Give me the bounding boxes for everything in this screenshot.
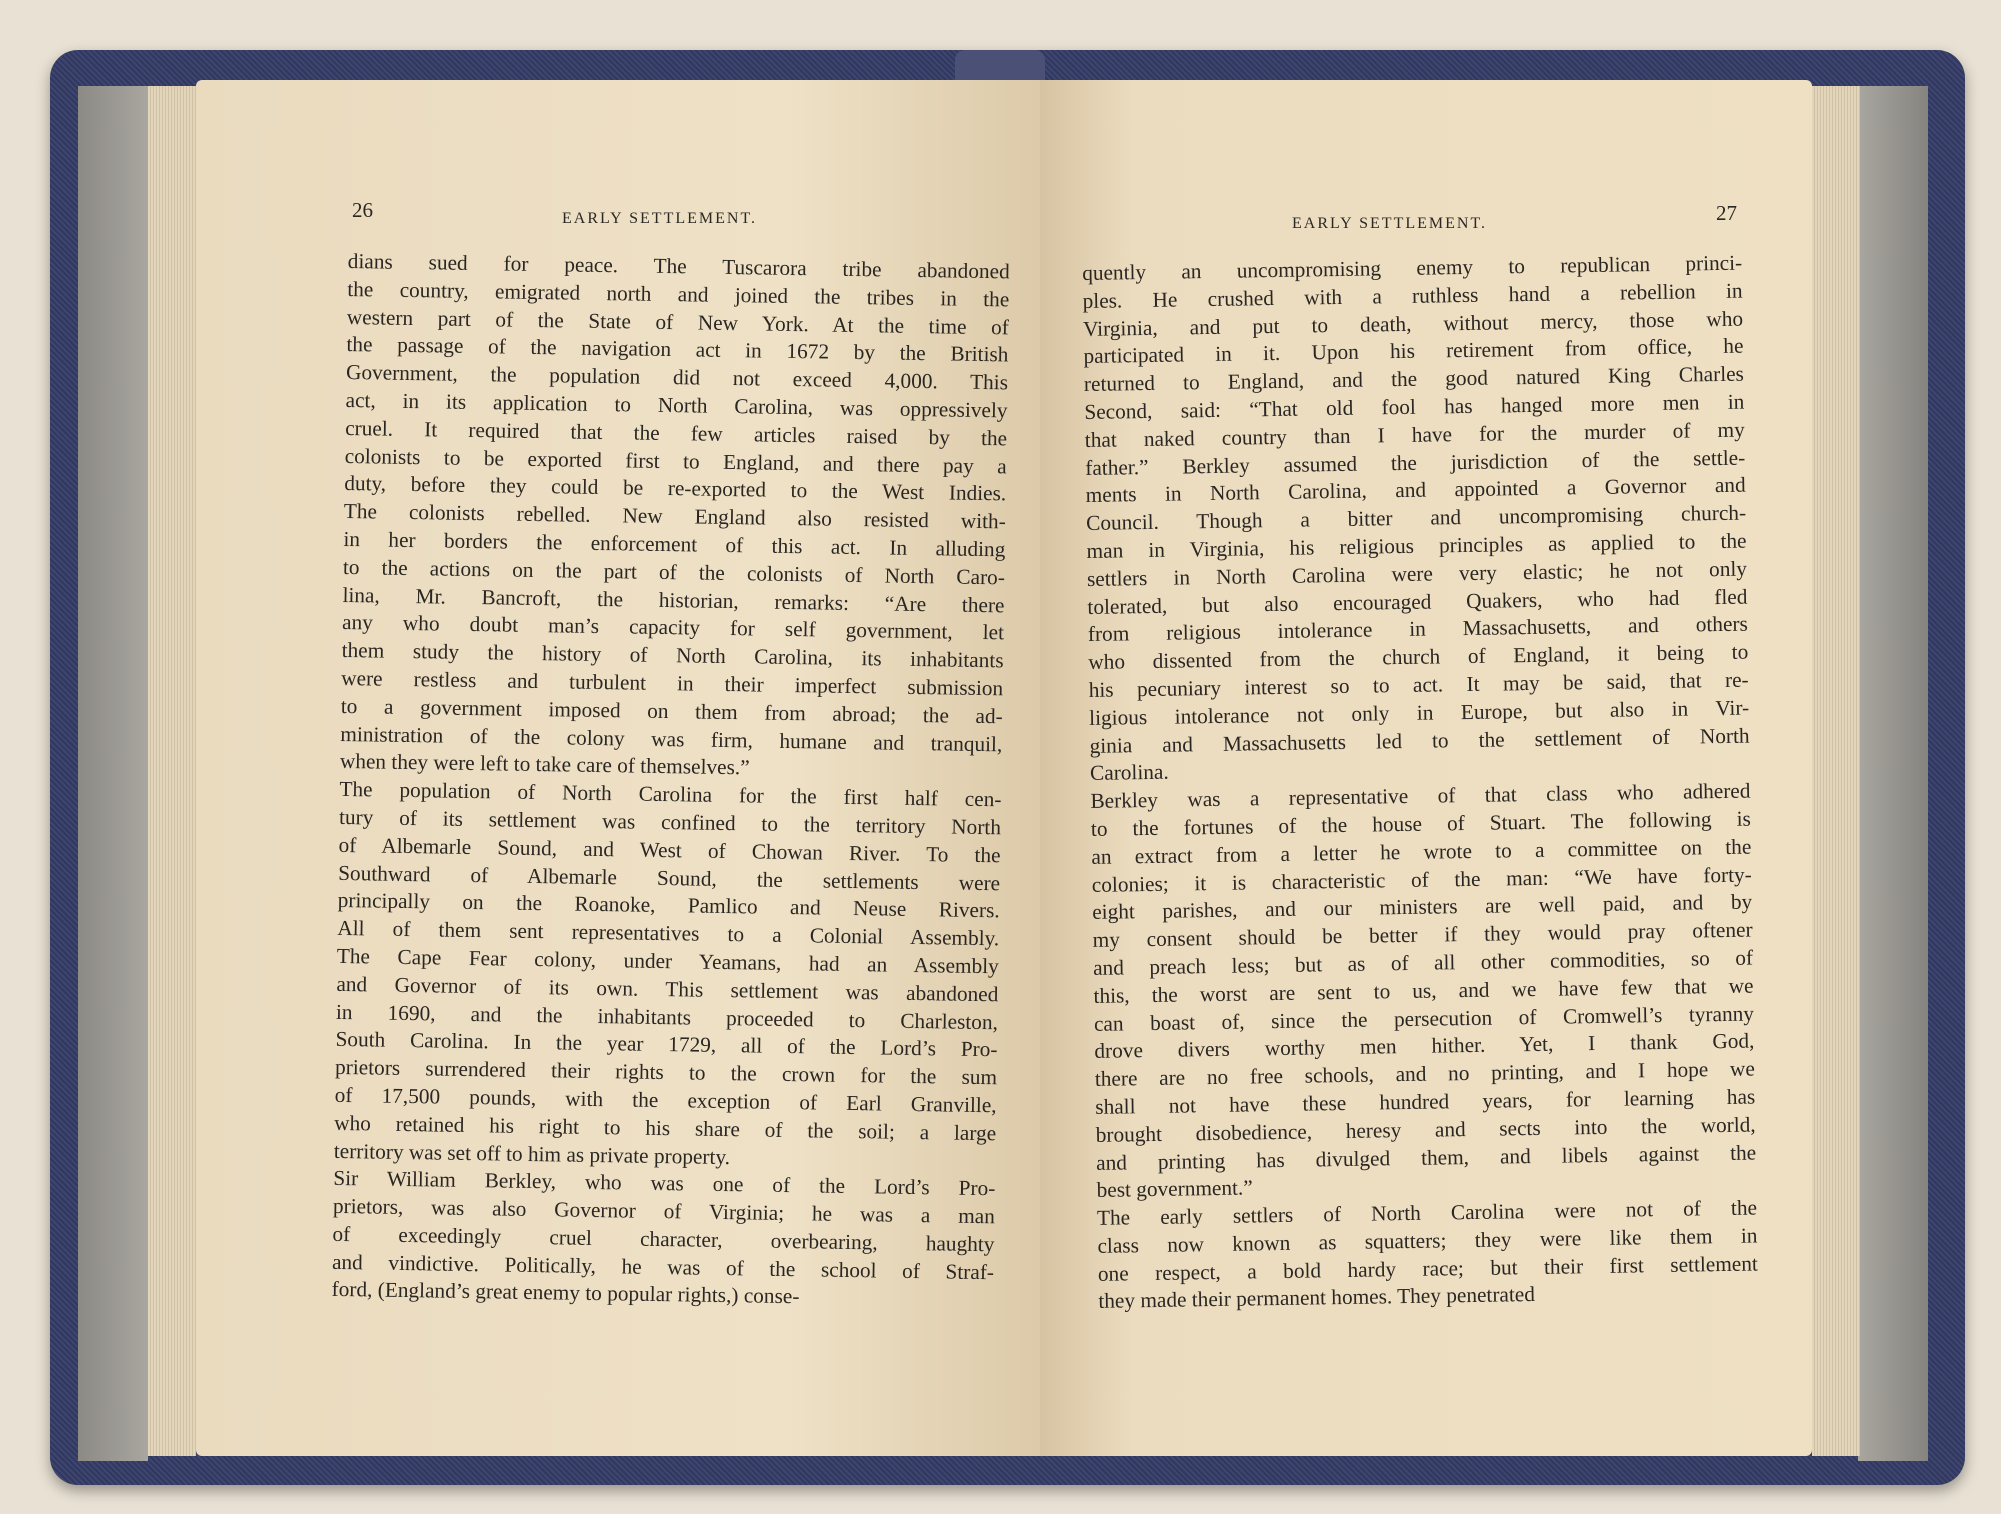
text-line: prietors surrendered their rights to the crown for the sum xyxy=(334,1055,998,1090)
text-line: participated in it. Upon his retirement from office, he xyxy=(1083,334,1744,369)
text-line: Sir William Berkley, who was one of the Lord’s Pro- xyxy=(333,1166,996,1201)
text-line: were restless and turbulent in their imperfect submission xyxy=(341,665,1004,701)
text-line: the country, emigrated north and joined the tribes in the xyxy=(347,276,1010,312)
text-line: can boast of, since the persecution of Cromwell’s tyranny xyxy=(1093,1001,1755,1036)
text-line: ford, (England’s great enemy to popular rights,) conse- xyxy=(331,1277,800,1309)
text-line: his pecuniary interest so to act. It may be said, that re- xyxy=(1088,667,1749,702)
text-line: prietors, was also Governor of Virginia; he was a man xyxy=(332,1193,996,1229)
text-line: my consent should be better if they would pray oftener xyxy=(1092,917,1753,953)
text-line: to a government imposed on them from abroad; the ad- xyxy=(340,693,1003,729)
left-page-body xyxy=(331,248,1010,1315)
text-line: them study the history of North Carolina, its inhabitants xyxy=(341,638,1004,673)
text-line: eight parishes, and our ministers are well paid, and by xyxy=(1092,889,1753,925)
text-line: Berkley was a representative of that class who adhered xyxy=(1090,778,1751,814)
left-page-header xyxy=(196,198,1040,236)
left-endpaper xyxy=(78,86,148,1461)
left-page xyxy=(196,80,1040,1456)
text-line: father.” Berkley assumed the jurisdiction of the settle- xyxy=(1085,445,1746,480)
text-line: act, in its application to North Carolina, was oppressively xyxy=(345,387,1008,423)
text-line: ments in North Carolina, and appointed a Governor and xyxy=(1085,472,1746,508)
text-line: the passage of the navigation act in 1672 by the British xyxy=(346,332,1009,367)
text-line: Virginia, and put to death, without mercy, those who xyxy=(1082,306,1744,341)
text-line: who retained his right to his share of the soil; a large xyxy=(334,1110,997,1145)
text-line: The early settlers of North Carolina were not of the xyxy=(1096,1195,1758,1230)
text-line: best government.” xyxy=(1096,1175,1253,1203)
text-line: of 17,500 pounds, with the exception of Earl Granville, xyxy=(334,1082,997,1118)
right-page-header xyxy=(1040,201,1812,236)
left-page-number: 26 xyxy=(352,198,373,222)
text-line: The population of North Carolina for the first half cen- xyxy=(339,777,1002,812)
text-line: they made their permanent homes. They penetrated xyxy=(1098,1282,1536,1314)
right-page-number: 27 xyxy=(1716,201,1737,225)
text-line: Government, the population did not exceed 4,000. This xyxy=(345,360,1009,395)
text-line: The Cape Fear colony, under Yeamans, had an Assembly xyxy=(336,943,999,979)
text-line: and printing has divulged them, and libels against the xyxy=(1095,1140,1757,1175)
right-page-edges xyxy=(1812,86,1860,1456)
text-line: and vindictive. Politically, he was of the school of Straf- xyxy=(331,1249,995,1284)
text-line: from religious intolerance in Massachusetts, and others xyxy=(1087,611,1748,647)
text-line: quently an uncompromising enemy to republican princi- xyxy=(1082,250,1743,285)
text-line: Carolina. xyxy=(1089,760,1169,786)
text-line: tolerated, but also encouraged Quakers, who had fled xyxy=(1087,584,1748,619)
text-line: lina, Mr. Bancroft, the historian, remarks: “Are there xyxy=(342,582,1005,617)
text-line: any who doubt man’s capacity for self government, let xyxy=(341,610,1005,645)
text-line: to the fortunes of the house of Stuart. The following is xyxy=(1090,806,1752,841)
text-line: in 1690, and the inhabitants proceeded to Charleston, xyxy=(335,999,999,1034)
text-line: Southward of Albemarle Sound, the settlements were xyxy=(338,860,1001,895)
text-line: who dissented from the church of England, it being to xyxy=(1088,639,1749,675)
text-line: colonies; it is characteristic of the man: “We have forty- xyxy=(1091,862,1752,897)
right-endpaper xyxy=(1858,86,1928,1461)
text-line: principally on the Roanoke, Pamlico and Neuse Rivers. xyxy=(337,888,1000,923)
text-line: that naked country than I have for the murder of my xyxy=(1084,417,1745,452)
text-line: this, the worst are sent to us, and we have few that we xyxy=(1093,973,1754,1008)
text-line: and preach less; but as of all other commodities, so of xyxy=(1092,945,1754,980)
text-line: South Carolina. In the year 1729, all of the Lord’s Pro- xyxy=(335,1027,998,1062)
text-line: drove divers worthy men hither. Yet, I thank God, xyxy=(1094,1028,1755,1064)
text-line: dians sued for peace. The Tuscarora tribe abandoned xyxy=(347,248,1010,284)
text-line: an extract from a letter he wrote to a committee on the xyxy=(1091,834,1752,869)
left-running-head: EARLY SETTLEMENT. xyxy=(562,210,758,227)
right-page-body xyxy=(1082,250,1759,1317)
text-line: one respect, a bold hardy race; but their first settlement xyxy=(1097,1251,1759,1286)
text-line: ministration of the colony was firm, humane and tranquil, xyxy=(340,721,1003,756)
text-line: duty, before they could be re-exported to the West Indies. xyxy=(344,471,1007,506)
text-line: ginia and Massachusetts led to the settlement of North xyxy=(1089,723,1750,758)
right-page xyxy=(1040,80,1812,1456)
text-line: there are no free schools, and no printing, and I hope we xyxy=(1094,1056,1755,1092)
text-line: settlers in North Carolina were very elastic; he not only xyxy=(1086,556,1748,591)
text-line: cruel. It required that the few articles raised by the xyxy=(344,415,1008,451)
text-line: territory was set off to him as private property. xyxy=(333,1138,731,1169)
text-line: of Albemarle Sound, and West of Chowan River. To the xyxy=(338,832,1001,868)
left-page-edges xyxy=(148,86,196,1456)
text-line: All of them sent representatives to a Colonial Assembly. xyxy=(337,916,1000,951)
text-line: and Governor of its own. This settlement was abandoned xyxy=(336,971,999,1007)
text-line: colonists to be exported first to England, and there pay a xyxy=(344,443,1007,478)
text-line: ligious intolerance not only in Europe, but also in Vir- xyxy=(1089,695,1750,730)
text-line: when they were left to take care of themselves.” xyxy=(339,749,750,780)
text-line: tury of its settlement was confined to the territory North xyxy=(338,804,1002,840)
text-line: shall not have these hundred years, for learning has xyxy=(1095,1084,1756,1119)
text-line: Second, said: “That old fool has hanged more men in xyxy=(1084,389,1745,424)
text-line: The colonists rebelled. New England also resisted with- xyxy=(343,499,1006,534)
text-line: to the actions on the part of the colonists of North Caro- xyxy=(342,554,1006,590)
text-line: western part of the State of New York. At the time of xyxy=(346,304,1010,339)
text-line: returned to England, and the good natured King Charles xyxy=(1083,361,1745,397)
text-line: ples. He crushed with a ruthless hand a rebellion in xyxy=(1082,278,1743,313)
text-line: brought disobedience, heresy and sects into the world, xyxy=(1095,1112,1756,1147)
text-line: in her borders the enforcement of this act. In alluding xyxy=(343,526,1006,562)
text-line: of exceedingly cruel character, overbearing, haughty xyxy=(332,1221,995,1257)
right-running-head: EARLY SETTLEMENT. xyxy=(1292,215,1488,232)
text-line: class now known as squatters; they were like them in xyxy=(1097,1223,1758,1258)
text-line: Council. Though a bitter and uncompromising church- xyxy=(1085,500,1747,536)
text-line: man in Virginia, his religious principles as applied to the xyxy=(1086,528,1747,563)
